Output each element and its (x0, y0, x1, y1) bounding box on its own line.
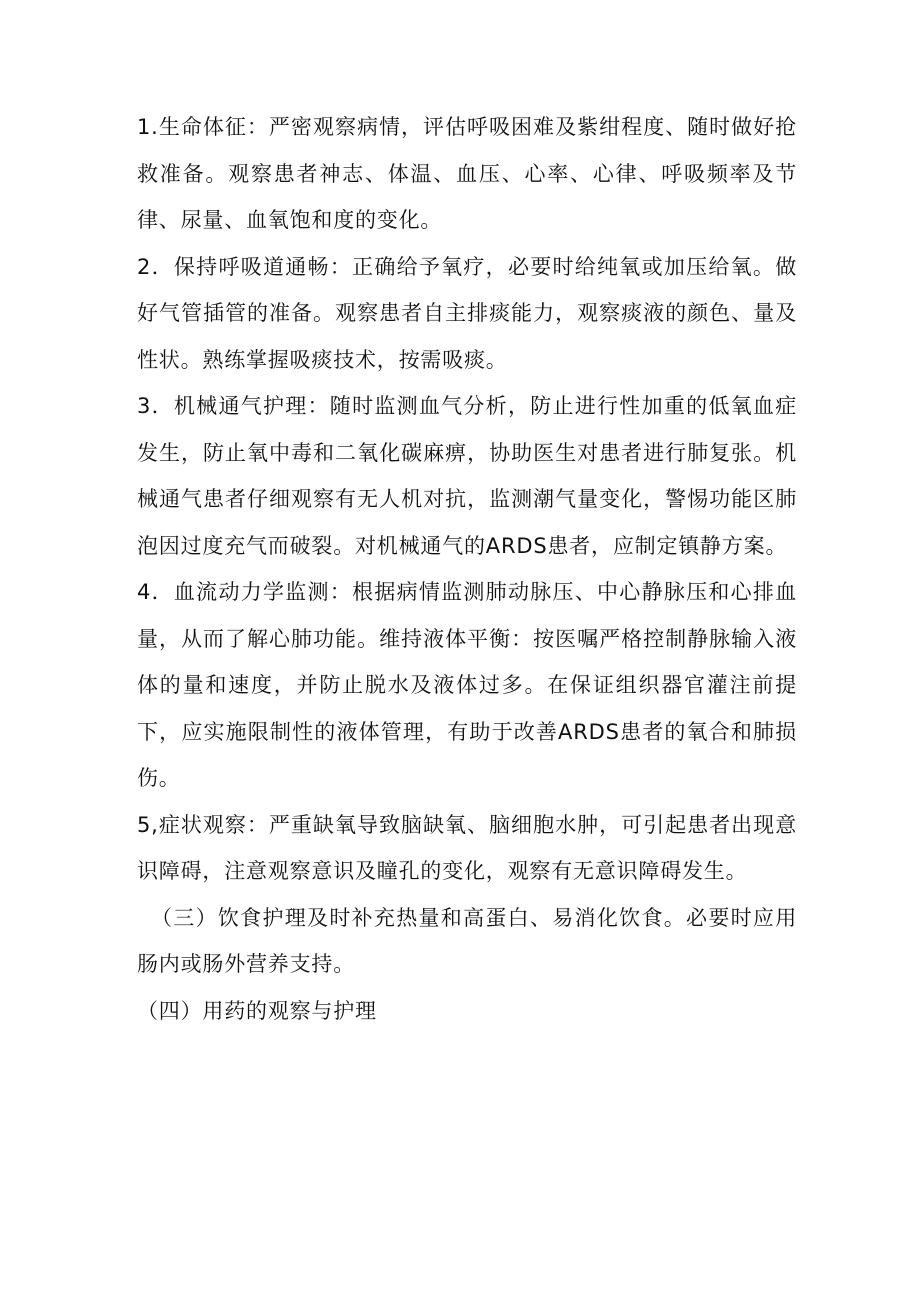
document-body (137, 104, 797, 1034)
paragraph-mechanical-ventilation: 3．机械通气护理：随时监测血气分析，防止进行性加重的低氧血症发生，防止氧中毒和二氧化碳麻痹，协助医生对患者进行肺复张。机械通气患者仔细观察有无人机对抗，监测潮气量变化，警惕功能区肺泡因过度充气而破裂。对机械通气的ARDS患者，应制定镇静方案。 (137, 394, 797, 558)
paragraph-diet-care: （三）饮食护理及时补充热量和高蛋白、易消化饮食。必要时应用肠内或肠外营养支持。 (137, 905, 797, 976)
paragraph-symptom-observation: 5,症状观察：严重缺氧导致脑缺氧、脑细胞水肿，可引起患者出现意识障碍，注意观察意识及瞳孔的变化，观察有无意识障碍发生。 (137, 812, 797, 883)
paragraph-vital-signs: 1.生命体征：严密观察病情，评估呼吸困难及紫绀程度、随时做好抢救准备。观察患者神志、体温、血压、心率、心律、呼吸频率及节律、尿量、血氧饱和度的变化。 (137, 115, 797, 232)
paragraph-airway: 2．保持呼吸道通畅：正确给予氧疗，必要时给纯氧或加压给氧。做好气管插管的准备。观察患者自主排痰能力，观察痰液的颜色、量及性状。熟练掌握吸痰技术，按需吸痰。 (137, 254, 797, 372)
section-heading-medication: （四）用药的观察与护理 (137, 998, 377, 1023)
paragraph-hemodynamic-monitoring: 4．血流动力学监测：根据病情监测肺动脉压、中心静脉压和心排血量，从而了解心肺功能。维持液体平衡：按医嘱严格控制静脉输入液体的量和速度，并防止脱水及液体过多。在保证组织器官灌注前提下，应实施限制性的液体管理，有助于改善ARDS患者的氧合和肺损伤。 (137, 580, 797, 790)
